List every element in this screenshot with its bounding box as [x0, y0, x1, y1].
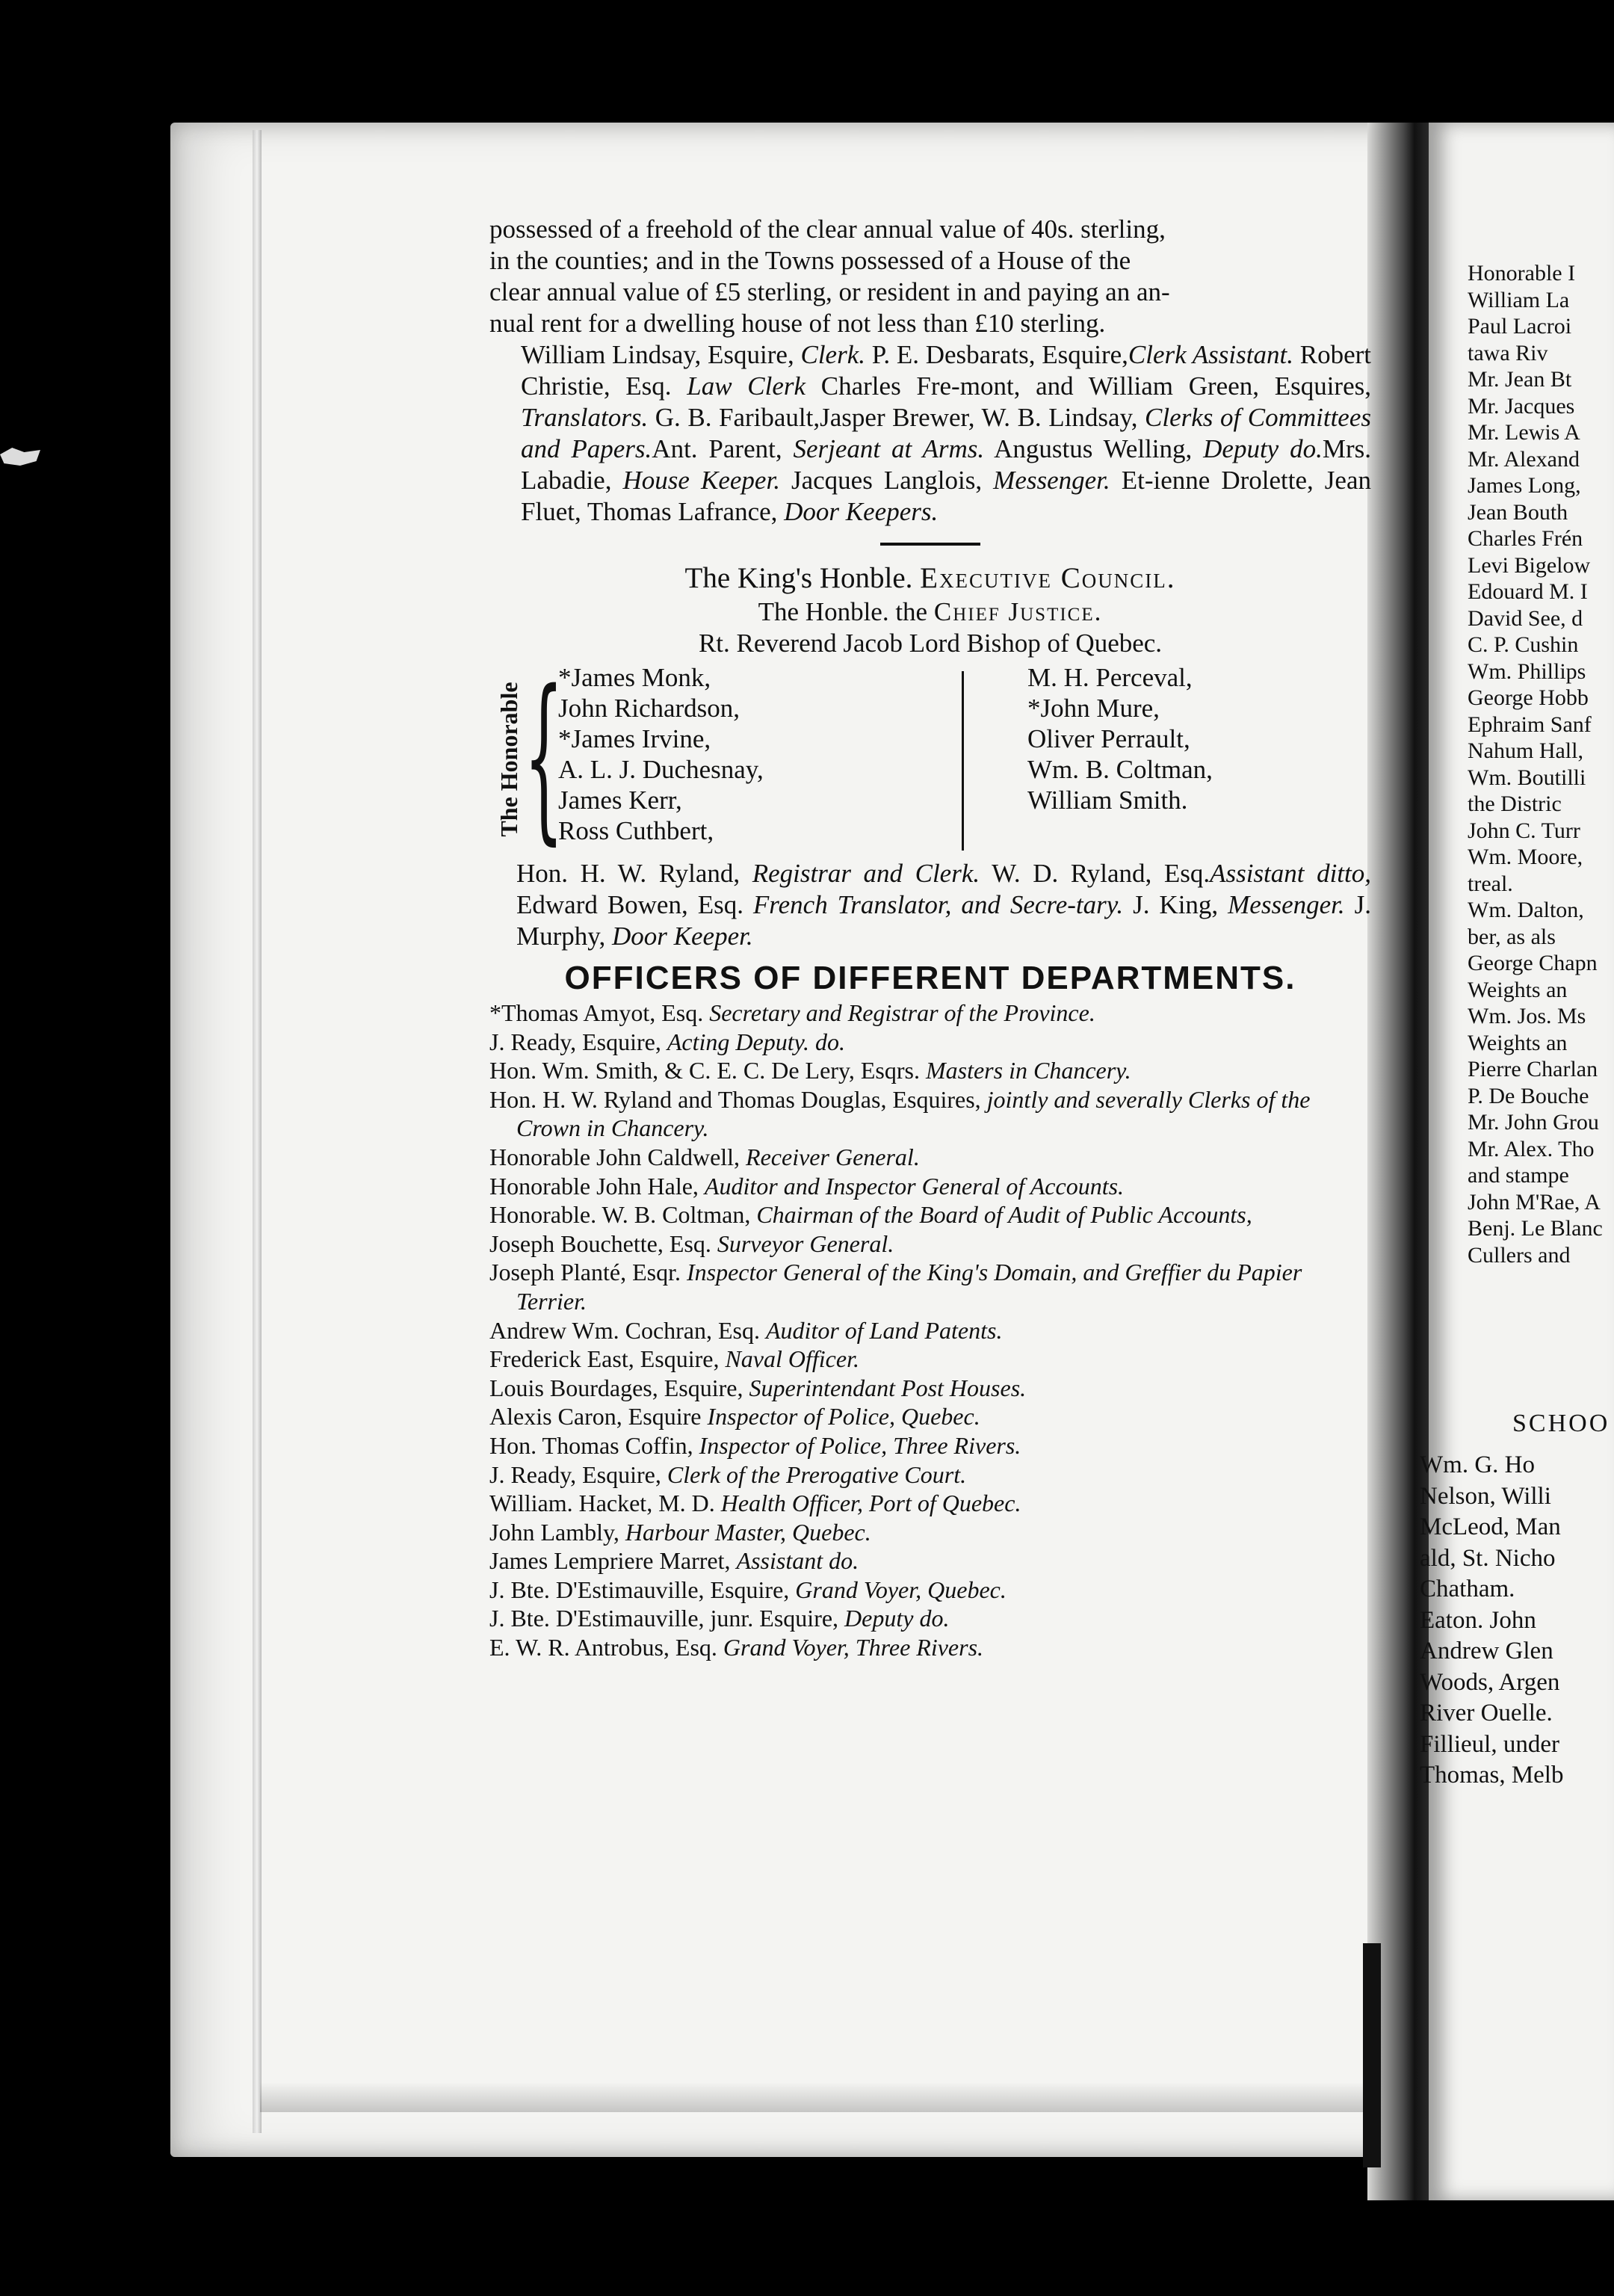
department-italic: Deputy do.	[844, 1605, 950, 1632]
department-italic: Harbour Master, Quebec.	[625, 1518, 871, 1546]
assembly-officer-italic: House Keeper.	[622, 466, 780, 495]
department-italic: Chairman of the Board of Audit of Public Accounts,	[756, 1201, 1252, 1229]
department-text: Honorable John Hale,	[489, 1172, 705, 1200]
council-member: A. L. J. Duchesnay,	[558, 755, 764, 784]
right-page-line: James Long,	[1468, 473, 1581, 498]
right-page-line: Andrew Glen	[1420, 1638, 1553, 1664]
assembly-officer-italic: Serjeant at Arms.	[793, 434, 985, 463]
department-entry	[489, 1604, 1371, 1633]
department-italic: Masters in Chancery.	[925, 1057, 1131, 1084]
department-entry	[489, 1431, 1371, 1460]
department-entry	[489, 1546, 1371, 1576]
executive-council-heading: The King's Honble. Executive Council.	[684, 562, 1176, 594]
departments-list	[489, 999, 1371, 1662]
brace-symbol: {	[524, 652, 564, 861]
assembly-officer-italic: Deputy do.	[1203, 434, 1323, 463]
department-text: Alexis Caron, Esquire	[489, 1403, 708, 1431]
department-italic: Clerk of the Prerogative Court.	[667, 1460, 967, 1488]
council-member: *John Mure,	[1027, 694, 1160, 723]
school-heading: SCHOO	[1512, 1410, 1610, 1437]
council-right-column	[1027, 662, 1213, 815]
department-entry	[489, 1576, 1371, 1605]
department-text: *Thomas Amyot, Esq.	[489, 999, 710, 1026]
department-entry	[489, 1345, 1371, 1374]
assembly-officer-text: Jasper Brewer, W. B. Lindsay,	[820, 403, 1145, 432]
right-page-line: Nahum Hall,	[1468, 738, 1583, 763]
department-italic: Secretary and Registrar of the Province.	[709, 999, 1095, 1026]
right-page-line: tawa Riv	[1468, 340, 1548, 365]
assembly-officer-text: Mrs. Labadie,	[521, 434, 1371, 495]
department-italic: Superintendant Post Houses.	[749, 1374, 1027, 1401]
council-staff-text: Edward Bowen, Esq.	[516, 890, 753, 919]
assembly-officer-text: mont, and William Green, Esquires,	[959, 371, 1371, 401]
intro-line: in the counties; and in the Towns possessed of a House of the	[489, 246, 1131, 275]
department-italic: Grand Voyer, Quebec.	[795, 1576, 1007, 1603]
assembly-officer-italic: Law Clerk	[687, 371, 806, 401]
right-page-line: George Hobb	[1468, 685, 1589, 710]
right-page-line: ber, as als	[1468, 924, 1556, 949]
intro-line: clear annual value of £5 sterling, or resident in and paying an an-	[489, 277, 1170, 306]
department-entry	[489, 1200, 1371, 1229]
department-italic: Auditor and Inspector General of Accounts.	[704, 1172, 1125, 1200]
scan-edge-mark	[0, 445, 40, 468]
right-page-line: John M'Rae, A	[1468, 1189, 1601, 1215]
right-page-line: William La	[1468, 287, 1570, 312]
right-page-line: Fillieul, under	[1420, 1730, 1559, 1758]
department-entry	[489, 1460, 1371, 1490]
assembly-officer-text: Robert Christie, Esq.	[521, 340, 1371, 401]
department-text: Frederick East, Esquire,	[489, 1345, 726, 1373]
right-page-line: C. P. Cushin	[1468, 632, 1579, 657]
right-page-line: Eaton. John	[1420, 1606, 1536, 1634]
department-entry	[489, 1489, 1371, 1518]
right-page-line: David See, d	[1468, 605, 1583, 631]
department-entry	[489, 1258, 1371, 1315]
council-members	[489, 652, 1371, 861]
department-entry	[489, 1229, 1371, 1259]
intro-line: nual rent for a dwelling house of not less than £10 sterling.	[489, 309, 1106, 338]
assembly-officer-text: G. B. Faribault,	[648, 403, 820, 432]
right-page-line: Mr. Jacques	[1468, 393, 1575, 419]
department-entry	[489, 1143, 1371, 1172]
department-entry	[489, 1374, 1371, 1403]
department-text: Hon. Wm. Smith, & C. E. C. De Lery, Esqrs.	[489, 1057, 926, 1084]
assembly-officer-italic: Clerk Assistant.	[1128, 340, 1293, 369]
right-page-line: Nelson, Willi	[1420, 1482, 1551, 1510]
council-staff-text: Hon. H. W. Ryland,	[516, 859, 752, 888]
right-page-line: Ephraim Sanf	[1468, 712, 1592, 737]
assembly-officer-italic: Clerks of Committees and Papers.	[521, 403, 1371, 463]
page-edge-shadow	[253, 130, 262, 2133]
council-member: *James Irvine,	[558, 724, 711, 753]
department-text: James Lempriere Marret,	[489, 1547, 737, 1575]
book-gutter	[1367, 123, 1435, 2200]
council-left-column	[558, 662, 764, 846]
assembly-officers-paragraph	[489, 339, 1371, 528]
right-page-line: Wm. Phillips	[1468, 658, 1586, 684]
assembly-officer-italic: Messenger.	[993, 466, 1110, 495]
department-italic: Inspector of Police, Quebec.	[707, 1403, 980, 1431]
council-member: M. H. Perceval,	[1027, 663, 1193, 692]
right-page-line: Woods, Argen	[1420, 1668, 1560, 1696]
council-member: John Richardson,	[558, 694, 740, 723]
right-page-line: and stampe	[1468, 1163, 1569, 1188]
department-entry	[489, 1402, 1371, 1431]
council-member: William Smith.	[1027, 786, 1188, 815]
department-entry	[489, 1316, 1371, 1345]
assembly-officer-text: Et-	[1110, 466, 1154, 495]
right-page-line: Cullers and	[1468, 1242, 1571, 1268]
department-entry	[489, 1028, 1371, 1057]
council-staff-text: W. D. Ryland, Esq.	[980, 859, 1210, 888]
right-page-line: Levi Bigelow	[1468, 552, 1591, 578]
right-page-line: the Distric	[1468, 791, 1562, 816]
department-entry	[489, 1172, 1371, 1201]
department-text: Louis Bourdages, Esquire,	[489, 1374, 749, 1401]
assembly-officer-text: P. E. Desbarats, Esquire,	[865, 340, 1128, 369]
council-staff-italic: tary.	[1075, 890, 1124, 919]
binding-tab	[1363, 1943, 1381, 2167]
right-page-line: Wm. Moore,	[1468, 845, 1583, 869]
assembly-officer-italic: Clerk.	[800, 340, 865, 369]
assembly-officer-text: ienne Drolette, Jean Fluet, Thomas Lafrance,	[521, 466, 1371, 526]
right-page-line: Edouard M. I	[1468, 579, 1588, 604]
page-stain	[260, 2082, 1381, 2112]
right-page-line: Weights an	[1468, 1030, 1568, 1055]
right-page-line: Paul Lacroi	[1468, 314, 1572, 339]
assembly-officer-text: Ant. Parent,	[652, 434, 794, 463]
right-page-line: John C. Turr	[1468, 818, 1580, 843]
department-italic: Surveyor General.	[717, 1229, 894, 1257]
right-page-line: Thomas, Melb	[1420, 1762, 1564, 1789]
council-staff-italic: Door Keeper.	[612, 922, 753, 951]
right-page-line: Mr. Lewis A	[1468, 420, 1580, 445]
right-page-line: P. De Bouche	[1468, 1083, 1589, 1108]
right-page-line: Honorable I	[1468, 261, 1576, 286]
assembly-officer-text: Angustus Welling,	[984, 434, 1204, 463]
department-italic: Acting Deputy. do.	[667, 1028, 846, 1055]
right-page-line: Jean Bouth	[1468, 499, 1568, 525]
department-text: Hon. H. W. Ryland and Thomas Douglas, Esquires,	[489, 1085, 987, 1113]
honorable-vertical-label: The Honorable	[495, 682, 522, 837]
department-text: William. Hacket, M. D.	[489, 1490, 721, 1517]
right-page-line: Mr. Alex. Tho	[1468, 1136, 1595, 1161]
left-page-text	[489, 214, 1371, 1662]
department-text: Hon. Thomas Coffin,	[489, 1431, 699, 1459]
department-italic: jointly and severally Clerks of the Crown in Chancery.	[516, 1085, 1311, 1142]
assembly-officer-italic: Translators.	[521, 403, 649, 432]
right-page-text-bottom	[1420, 1450, 1563, 1792]
right-page-line: Wm. G. Ho	[1420, 1451, 1535, 1478]
right-page-line: River Ouelle.	[1420, 1700, 1553, 1726]
right-page-line: McLeod, Man	[1420, 1513, 1561, 1540]
department-text: J. Bte. D'Estimauville, junr. Esquire,	[489, 1605, 845, 1632]
right-page-line: Wm. Jos. Ms	[1468, 1004, 1586, 1028]
department-text: Joseph Planté, Esqr.	[489, 1259, 687, 1286]
council-staff-italic: Messenger.	[1228, 890, 1345, 919]
council-member: *James Monk,	[558, 663, 711, 692]
department-italic: Naval Officer.	[725, 1345, 859, 1373]
assembly-officer-text: William Lindsay, Esquire,	[521, 340, 801, 369]
bishop-line: Rt. Reverend Jacob Lord Bishop of Quebec.	[698, 629, 1163, 658]
council-member: Ross Cuthbert,	[558, 816, 714, 845]
intro-paragraph	[489, 214, 1371, 339]
right-page-line: Charles Frén	[1468, 526, 1583, 551]
right-page-line: Mr. Jean Bt	[1468, 367, 1572, 392]
department-entry	[489, 1056, 1371, 1085]
right-page-line: Chatham.	[1420, 1576, 1515, 1602]
right-page-line: Wm. Boutilli	[1468, 765, 1586, 790]
right-page-line: Mr. Alexand	[1468, 446, 1580, 472]
intro-line: possessed of a freehold of the clear annual value of 40s. sterling,	[489, 215, 1166, 244]
council-member: Wm. B. Coltman,	[1027, 755, 1213, 784]
department-italic: Assistant do.	[736, 1547, 859, 1575]
assembly-officer-text: Jacques Langlois,	[779, 466, 994, 495]
department-italic: Grand Voyer, Three Rivers.	[723, 1634, 984, 1661]
department-entry	[489, 999, 1371, 1028]
column-divider	[962, 671, 964, 851]
department-text: Joseph Bouchette, Esq.	[489, 1229, 717, 1257]
department-text: J. Ready, Esquire,	[489, 1028, 667, 1055]
department-text: Honorable John Caldwell,	[489, 1143, 746, 1170]
department-text: John Lambly,	[489, 1518, 625, 1546]
right-page-line: ald, St. Nicho	[1420, 1544, 1556, 1572]
chief-justice-line: The Honble. the Chief Justice.	[758, 597, 1103, 626]
department-entry	[489, 1518, 1371, 1547]
department-text: J. Ready, Esquire,	[489, 1460, 667, 1488]
departments-heading: OFFICERS OF DIFFERENT DEPARTMENTS.	[564, 960, 1296, 996]
department-italic: Health Officer, Port of Quebec.	[720, 1490, 1021, 1517]
department-text: J. Bte. D'Estimauville, Esquire,	[489, 1576, 796, 1603]
assembly-officer-text: Charles Fre-	[806, 371, 960, 401]
section-divider	[880, 543, 980, 546]
department-entry	[489, 1633, 1371, 1662]
department-text: E. W. R. Antrobus, Esq.	[489, 1634, 723, 1661]
council-member: Oliver Perrault,	[1027, 724, 1190, 753]
right-page-line: George Chapn	[1468, 951, 1598, 975]
council-staff-text: J. Murphy,	[516, 890, 1371, 951]
right-page-line: Wm. Dalton,	[1468, 898, 1584, 922]
council-staff-text: J. King,	[1123, 890, 1228, 919]
department-entry	[489, 1085, 1371, 1143]
right-page-line: treal.	[1468, 871, 1513, 896]
right-page-text-top	[1468, 260, 1603, 1268]
right-page-line: Mr. John Grou	[1468, 1110, 1599, 1135]
right-page-line: Weights an	[1468, 977, 1568, 1002]
council-staff-italic: Assistant ditto,	[1210, 859, 1372, 888]
department-italic: Receiver General.	[746, 1143, 920, 1170]
assembly-officer-italic: Door Keepers.	[784, 497, 939, 526]
council-member: James Kerr,	[558, 786, 682, 815]
council-staff-italic: French Translator, and Secre-	[752, 890, 1076, 919]
department-text: Andrew Wm. Cochran, Esq.	[489, 1316, 766, 1344]
department-text: Honorable. W. B. Coltman,	[489, 1201, 757, 1229]
council-staff-italic: Registrar and Clerk.	[752, 859, 980, 888]
council-staff-paragraph	[489, 858, 1371, 952]
right-page-line: Pierre Charlan	[1468, 1057, 1598, 1081]
department-italic: Auditor of Land Patents.	[766, 1316, 1003, 1344]
department-italic: Inspector General of the King's Domain, and Greffier du Papier Terrier.	[516, 1259, 1302, 1315]
department-italic: Inspector of Police, Three Rivers.	[699, 1431, 1021, 1459]
right-page-line: Benj. Le Blanc	[1468, 1216, 1603, 1241]
